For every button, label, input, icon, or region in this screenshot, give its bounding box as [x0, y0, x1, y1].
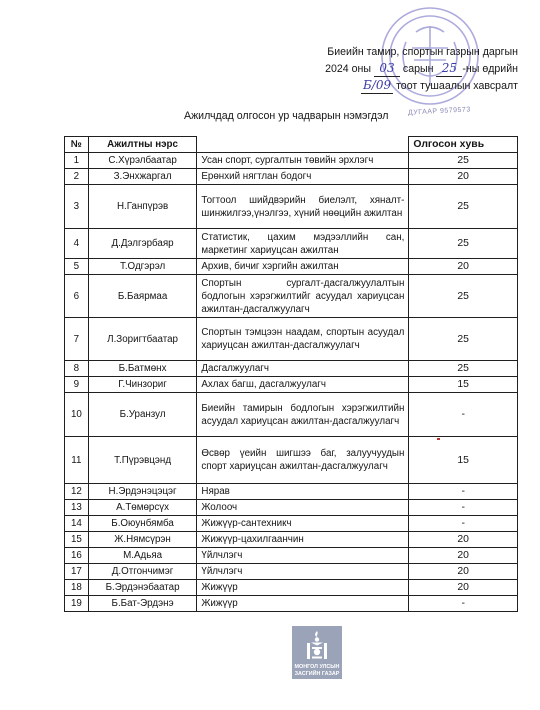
column-header-name: Ажилтны нэрс [88, 137, 197, 153]
employee-position: Усан спорт, сургалтын төвийн эрхлэгч [197, 153, 409, 169]
employee-position: Жижүүр [197, 596, 409, 612]
bonus-percent: 25 [409, 361, 518, 377]
employee-position: Спортын сургалт-дасгалжуулалтын бодлогын хэрэгжилтийг асуудал хариуцсан ажилтан-дасгалжуулагч [197, 275, 409, 318]
table-row [65, 259, 518, 275]
row-number: 18 [65, 580, 89, 596]
row-number: 7 [65, 318, 89, 361]
employee-name: Б.Батмөнх [88, 361, 197, 377]
bonus-percent: 25 [409, 229, 518, 259]
employee-name: Б.Бат-Эрдэнэ [88, 596, 197, 612]
table-row [65, 532, 518, 548]
employee-position: Биеийн тамирын бодлогын хэрэгжилтийн асуудал хариуцсан ажилтан-дасгалжуулагч [197, 393, 409, 437]
row-number: 9 [65, 377, 89, 393]
document-title: Ажилчдад олгосон ур чадварын нэмэгдэл [184, 110, 389, 122]
row-number: 8 [65, 361, 89, 377]
table-row [65, 516, 518, 532]
header-day-handwritten: 25 [436, 60, 462, 77]
bonus-percent: 20 [409, 532, 518, 548]
employee-name: Н.Ганпүрэв [88, 185, 197, 229]
bonus-percent: 25 [409, 153, 518, 169]
bonus-percent: - [409, 484, 518, 500]
employee-position: Архив, бичиг хэргийн ажилтан [197, 259, 409, 275]
row-number: 3 [65, 185, 89, 229]
bonus-percent: 20 [409, 564, 518, 580]
bonus-percent: 25 [409, 318, 518, 361]
column-header-number: № [65, 137, 89, 153]
bonus-percent: 15 [409, 377, 518, 393]
bonus-table [64, 136, 518, 612]
employee-name: Б.Уранзул [88, 393, 197, 437]
column-header-position [197, 137, 409, 153]
row-number: 16 [65, 548, 89, 564]
bonus-percent: - [409, 393, 518, 437]
table-row [65, 548, 518, 564]
table-row [65, 596, 518, 612]
header-line-3 [325, 77, 518, 94]
row-number: 4 [65, 229, 89, 259]
employee-name: С.Хүрэлбаатар [88, 153, 197, 169]
employee-position: Ахлах багш, дасгалжуулагч [197, 377, 409, 393]
row-number: 14 [65, 516, 89, 532]
ink-mark [437, 438, 440, 440]
document-header [325, 44, 518, 94]
header-line-2 [325, 60, 518, 77]
row-number: 13 [65, 500, 89, 516]
registration-stamp: ДУГААР 9579573 [407, 106, 471, 117]
employee-position: Жижүүр-сантехникч [197, 516, 409, 532]
order-number-handwritten: Б/09 [362, 78, 392, 92]
employee-position: Дасгалжуулагч [197, 361, 409, 377]
employee-name: Л.Зоригтбаатар [88, 318, 197, 361]
government-logo [292, 626, 342, 679]
table-row [65, 484, 518, 500]
bonus-percent: - [409, 596, 518, 612]
bonus-percent: 25 [409, 275, 518, 318]
column-header-percent: Олгосон хувь [409, 137, 518, 153]
table-row [65, 377, 518, 393]
table-row [65, 185, 518, 229]
employee-position: Үйлчлэгч [197, 548, 409, 564]
employee-position: Жолооч [197, 500, 409, 516]
table-row [65, 437, 518, 484]
bonus-percent: 20 [409, 548, 518, 564]
employee-position: Үйлчлэгч [197, 564, 409, 580]
bonus-percent: 25 [409, 185, 518, 229]
employee-name: Ж.Нямсүрэн [88, 532, 197, 548]
bonus-percent: 20 [409, 580, 518, 596]
table-row [65, 229, 518, 259]
employee-name: Т.Пүрэвцэнд [88, 437, 197, 484]
employee-position: Жижүүр-цахилгаанчин [197, 532, 409, 548]
table-row [65, 275, 518, 318]
table-row [65, 500, 518, 516]
row-number: 6 [65, 275, 89, 318]
employee-name: Б.Оюунбямба [88, 516, 197, 532]
employee-position: Статистик, цахим мэдээллийн сан, маркетинг хариуцсан ажилтан [197, 229, 409, 259]
table-body [65, 153, 518, 612]
header-order-suffix: тоот тушаалын хавсралт [396, 80, 518, 92]
employee-name: Т.Одгэрэл [88, 259, 197, 275]
employee-name: Д.Отгончимэг [88, 564, 197, 580]
row-number: 11 [65, 437, 89, 484]
employee-position: Спортын тэмцээн наадам, спортын асуудал хариуцсан ажилтан-дасгалжуулагч [197, 318, 409, 361]
row-number: 19 [65, 596, 89, 612]
row-number: 15 [65, 532, 89, 548]
bonus-percent: 20 [409, 259, 518, 275]
bonus-percent: 20 [409, 169, 518, 185]
row-number: 2 [65, 169, 89, 185]
row-number: 5 [65, 259, 89, 275]
bonus-percent: - [409, 516, 518, 532]
employee-position: Ерөнхий нягтлан бодогч [197, 169, 409, 185]
row-number: 12 [65, 484, 89, 500]
employee-name: М.Адьяа [88, 548, 197, 564]
employee-name: Б.Эрдэнэбаатар [88, 580, 197, 596]
header-date-suffix: -ны өдрийн [462, 63, 518, 75]
employee-name: З.Энхжаргал [88, 169, 197, 185]
bonus-percent: - [409, 500, 518, 516]
table-row [65, 153, 518, 169]
employee-name: Д.Дэлгэрбаяр [88, 229, 197, 259]
table-row [65, 318, 518, 361]
employee-position: Өсвөр үеийн шигшээ баг, залуучуудын спорт хариуцсан ажилтан-дасгалжуулагч [197, 437, 409, 484]
row-number: 17 [65, 564, 89, 580]
employee-name: Б.Баярмаа [88, 275, 197, 318]
employee-position: Жижүүр [197, 580, 409, 596]
table-header-row [65, 137, 518, 153]
bonus-percent: 15 [409, 437, 518, 484]
table-row [65, 580, 518, 596]
employee-name: Г.Чинзориг [88, 377, 197, 393]
logo-line-1: МОНГОЛ УЛСЫН [294, 664, 340, 670]
header-line-1: Биеийн тамир, спортын газрын даргын [327, 46, 518, 58]
employee-position: Тогтоол шийдвэрийн биелэлт, хяналт-шинжилгээ,үнэлгээ, хүний нөөцийн ажилтан [197, 185, 409, 229]
employee-name: Н.Эрдэнэцэцэг [88, 484, 197, 500]
logo-line-2: ЗАСГИЙН ГАЗАР [294, 671, 340, 677]
employee-position: Нярав [197, 484, 409, 500]
table-row [65, 169, 518, 185]
header-date-prefix: 2024 оны [325, 63, 371, 75]
table-row [65, 564, 518, 580]
header-month-handwritten: 03 [374, 60, 400, 77]
employee-name: А.Төмөрсүх [88, 500, 197, 516]
table-row [65, 361, 518, 377]
row-number: 1 [65, 153, 89, 169]
row-number: 10 [65, 393, 89, 437]
table-row [65, 393, 518, 437]
soyombo-emblem-icon [303, 630, 331, 660]
header-date-mid: сарын [402, 63, 434, 75]
